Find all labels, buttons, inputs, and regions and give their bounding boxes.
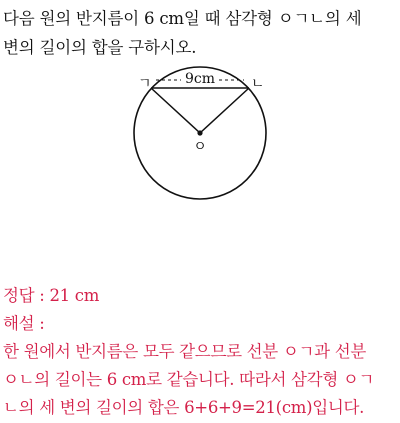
center-label-o: ㅇ — [193, 139, 207, 155]
vertex-label-n: ㄴ — [251, 76, 265, 92]
explanation-line-1: 한 원에서 반지름은 모두 같으므로 선분 ㅇㄱ과 선분 — [3, 342, 367, 361]
circle-diagram — [120, 66, 280, 226]
vertex-label-g: ㄱ — [138, 76, 152, 92]
radius-on — [200, 88, 249, 133]
solution-section — [3, 282, 400, 422]
answer-row — [3, 282, 400, 310]
explanation-line-2: ㅇㄴ의 길이는 6 cm로 같습니다. 따라서 삼각형 ㅇㄱ — [3, 370, 375, 389]
center-point — [197, 130, 202, 135]
answer-value: 21 cm — [49, 286, 100, 305]
radius-og — [151, 88, 200, 133]
explanation-text — [3, 338, 400, 422]
problem-text — [3, 4, 397, 62]
problem-line-2: 변의 길이의 합을 구하시오. — [3, 38, 197, 57]
circle-figure — [120, 66, 280, 226]
explanation-label: 해설 : — [3, 314, 45, 333]
explanation-line-3: ㄴ의 세 변의 길이의 합은 6+6+9=21(cm)입니다. — [3, 398, 365, 417]
problem-line-1: 다음 원의 반지름이 6 cm일 때 삼각형 ㅇㄱㄴ의 세 — [3, 9, 362, 28]
answer-label: 정답 : — [3, 286, 45, 305]
chord-length-label: 9cm — [184, 71, 216, 87]
